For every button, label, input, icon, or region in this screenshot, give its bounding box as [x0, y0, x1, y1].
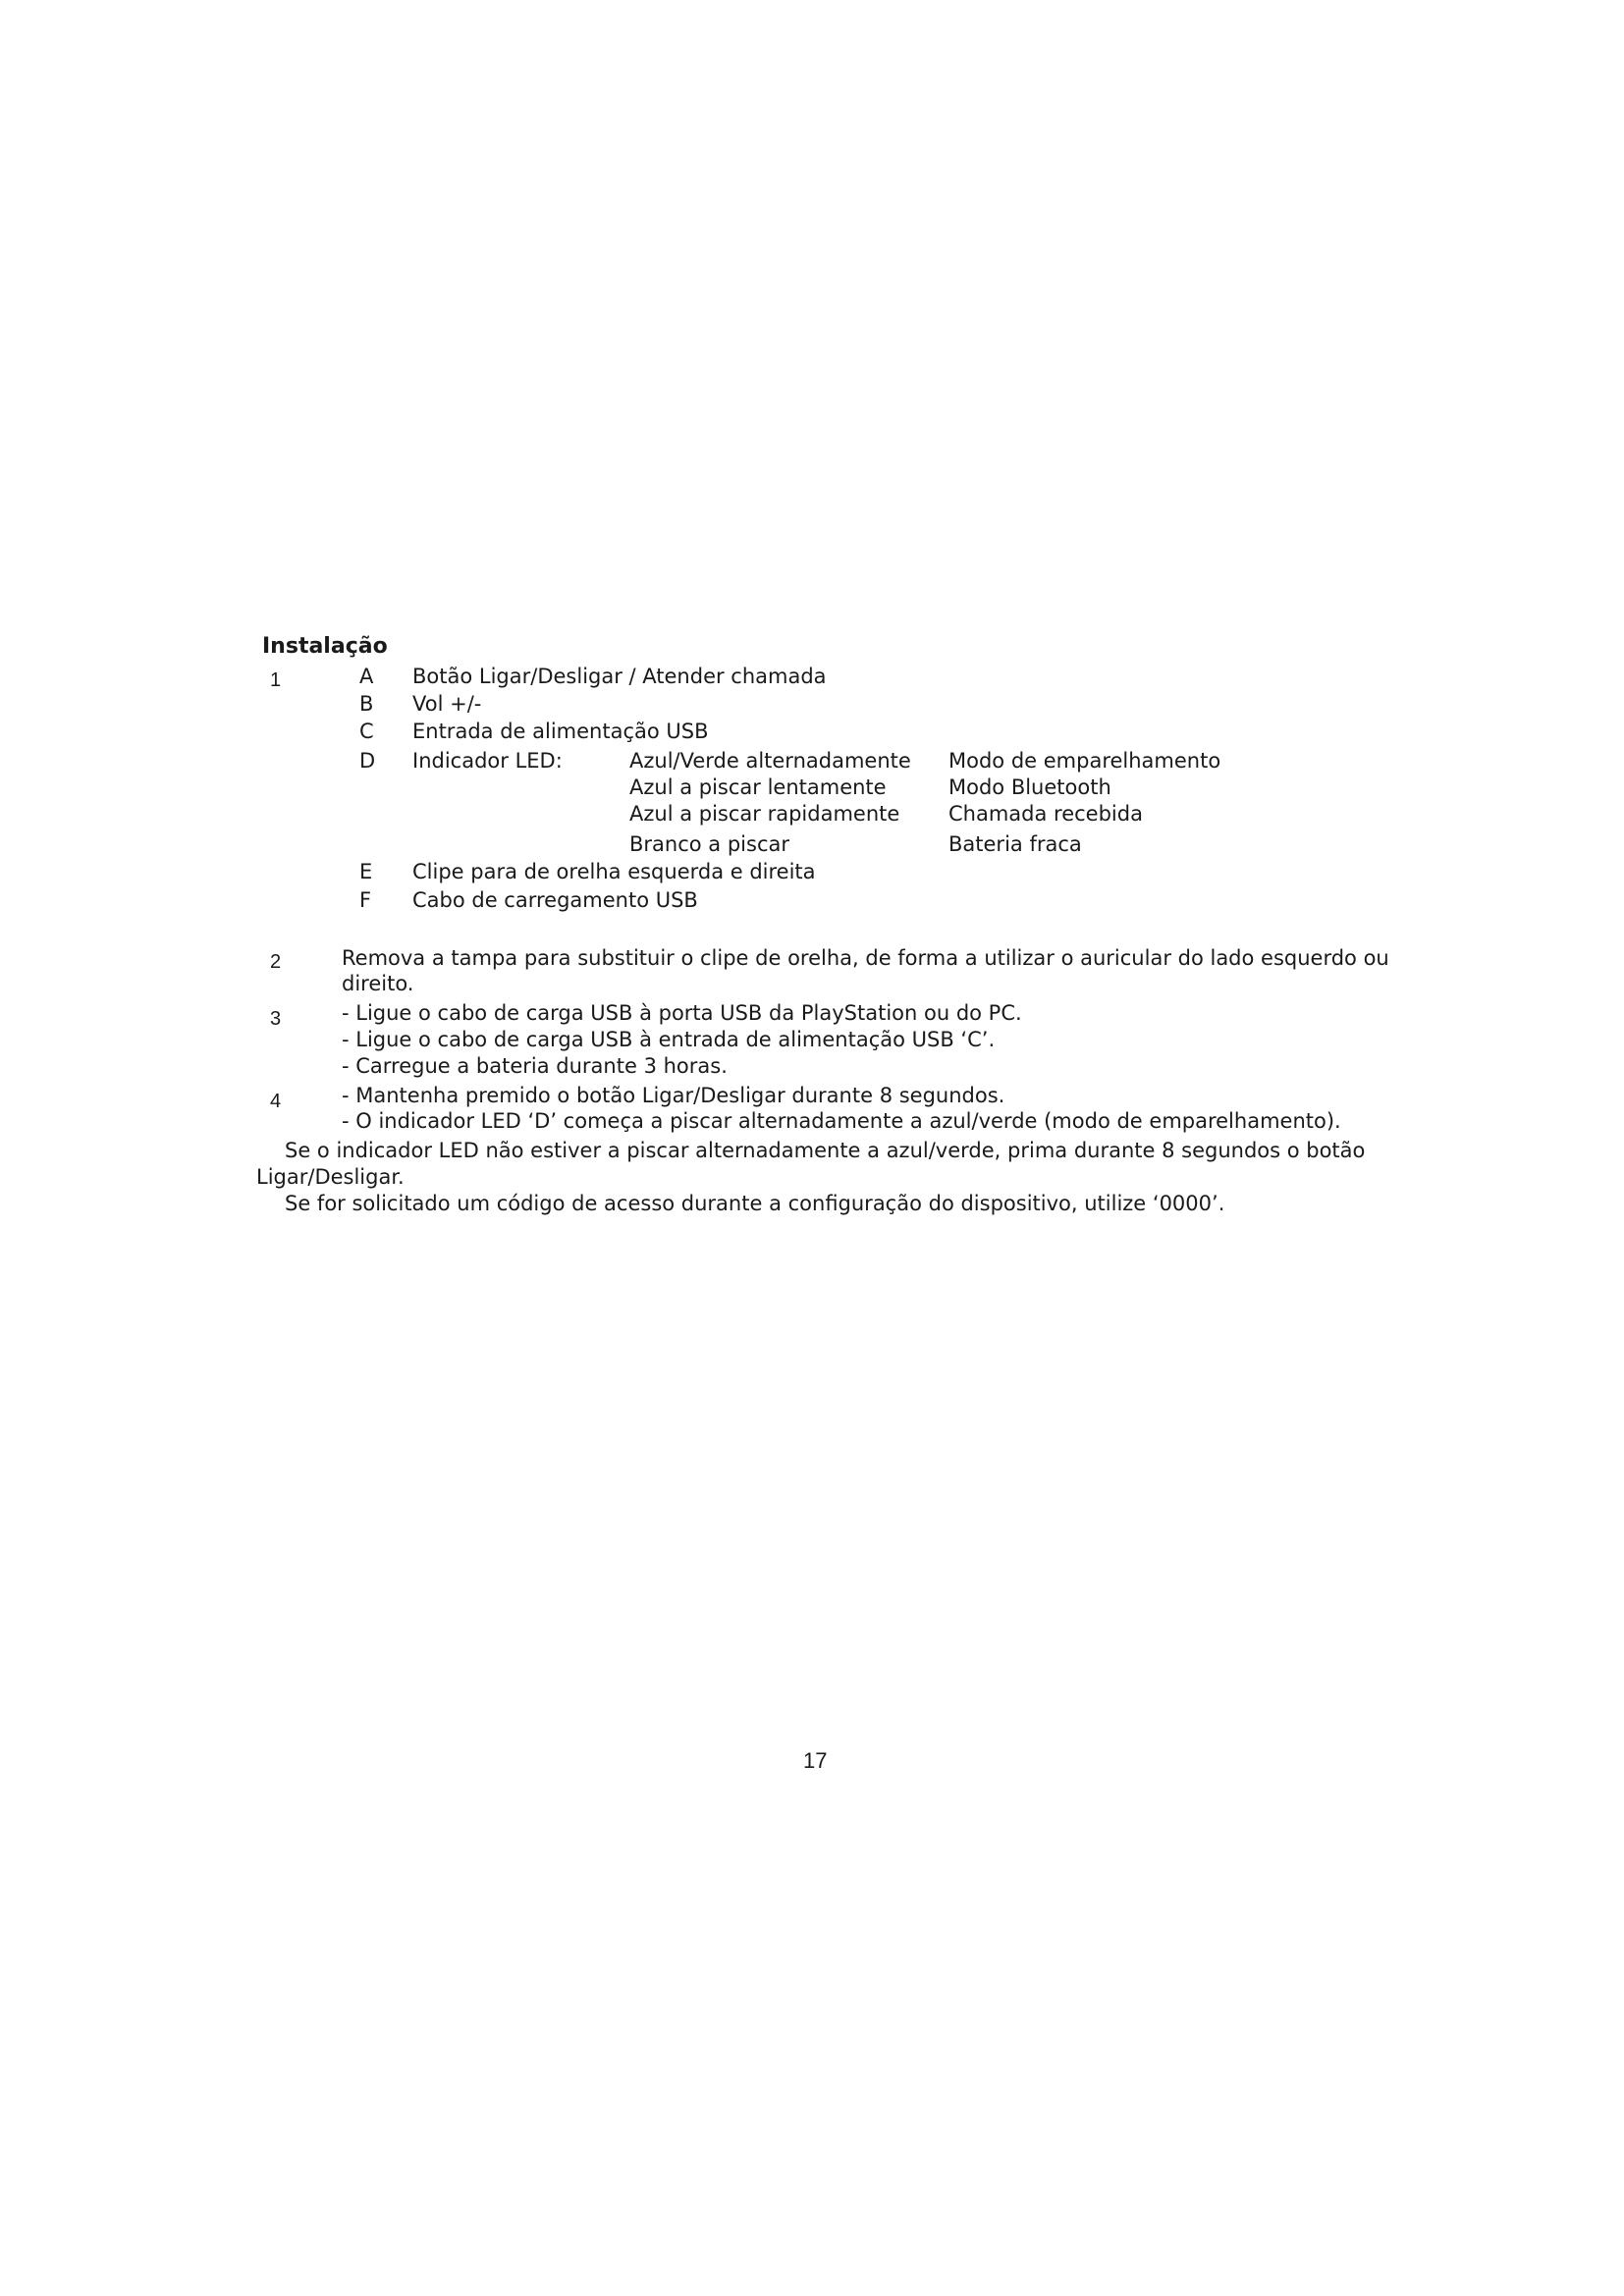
step4-line-1: - Mantenha premido o botão Ligar/Desligar durante 8 segundos. [342, 1084, 1005, 1107]
section-title: Instalação [262, 634, 388, 659]
step-number-1: 1 [270, 669, 282, 691]
led-state-1: Azul/Verde alternadamente [629, 749, 911, 773]
step3-line-3: - Carregue a bateria durante 3 horas. [342, 1054, 728, 1078]
led-state-2: Azul a piscar lentamente [629, 775, 887, 799]
step-number-2: 2 [270, 951, 282, 973]
step3-line-1: - Ligue o cabo de carga USB à porta USB da PlayStation ou do PC. [342, 1001, 1022, 1025]
item-text-d: Indicador LED: [412, 749, 563, 773]
step3-line-2: - Ligue o cabo de carga USB à entrada de alimentação USB ‘C’. [342, 1028, 996, 1051]
item-text-a: Botão Ligar/Desligar / Atender chamada [412, 665, 827, 688]
led-meaning-3: Chamada recebida [948, 802, 1143, 826]
led-meaning-1: Modo de emparelhamento [948, 749, 1221, 773]
item-text-c: Entrada de alimentação USB [412, 720, 709, 743]
step2-line-2: direito. [342, 972, 414, 995]
item-letter-c: C [359, 720, 374, 743]
item-text-b: Vol +/- [412, 692, 482, 716]
page-number: 17 [803, 1748, 828, 1773]
step4-line-2: - O indicador LED ‘D’ começa a piscar alternadamente a azul/verde (modo de emparelhamento). [342, 1109, 1341, 1133]
note-2: Se for solicitado um código de acesso durante a configuração do dispositivo, utilize ‘0000’. [285, 1192, 1225, 1215]
item-letter-b: B [359, 692, 374, 716]
item-letter-d: D [359, 749, 376, 773]
step2-line-1: Remova a tampa para substituir o clipe de orelha, de forma a utilizar o auricular do lado esquerdo ou [342, 946, 1389, 970]
led-meaning-2: Modo Bluetooth [948, 775, 1111, 799]
item-text-f: Cabo de carregamento USB [412, 888, 698, 912]
led-state-3: Azul a piscar rapidamente [629, 802, 900, 826]
item-text-e: Clipe para de orelha esquerda e direita [412, 860, 816, 883]
item-letter-a: A [359, 665, 374, 688]
note-1-line-1: Se o indicador LED não estiver a piscar alternadamente a azul/verde, prima durante 8 segundos o botão [285, 1139, 1366, 1162]
note-1-line-2: Ligar/Desligar. [256, 1165, 405, 1189]
step-number-4: 4 [270, 1091, 282, 1112]
led-meaning-4: Bateria fraca [948, 832, 1082, 856]
item-letter-f: F [359, 888, 372, 912]
led-state-4: Branco a piscar [629, 832, 789, 856]
item-letter-e: E [359, 860, 373, 883]
step-number-3: 3 [270, 1008, 282, 1030]
